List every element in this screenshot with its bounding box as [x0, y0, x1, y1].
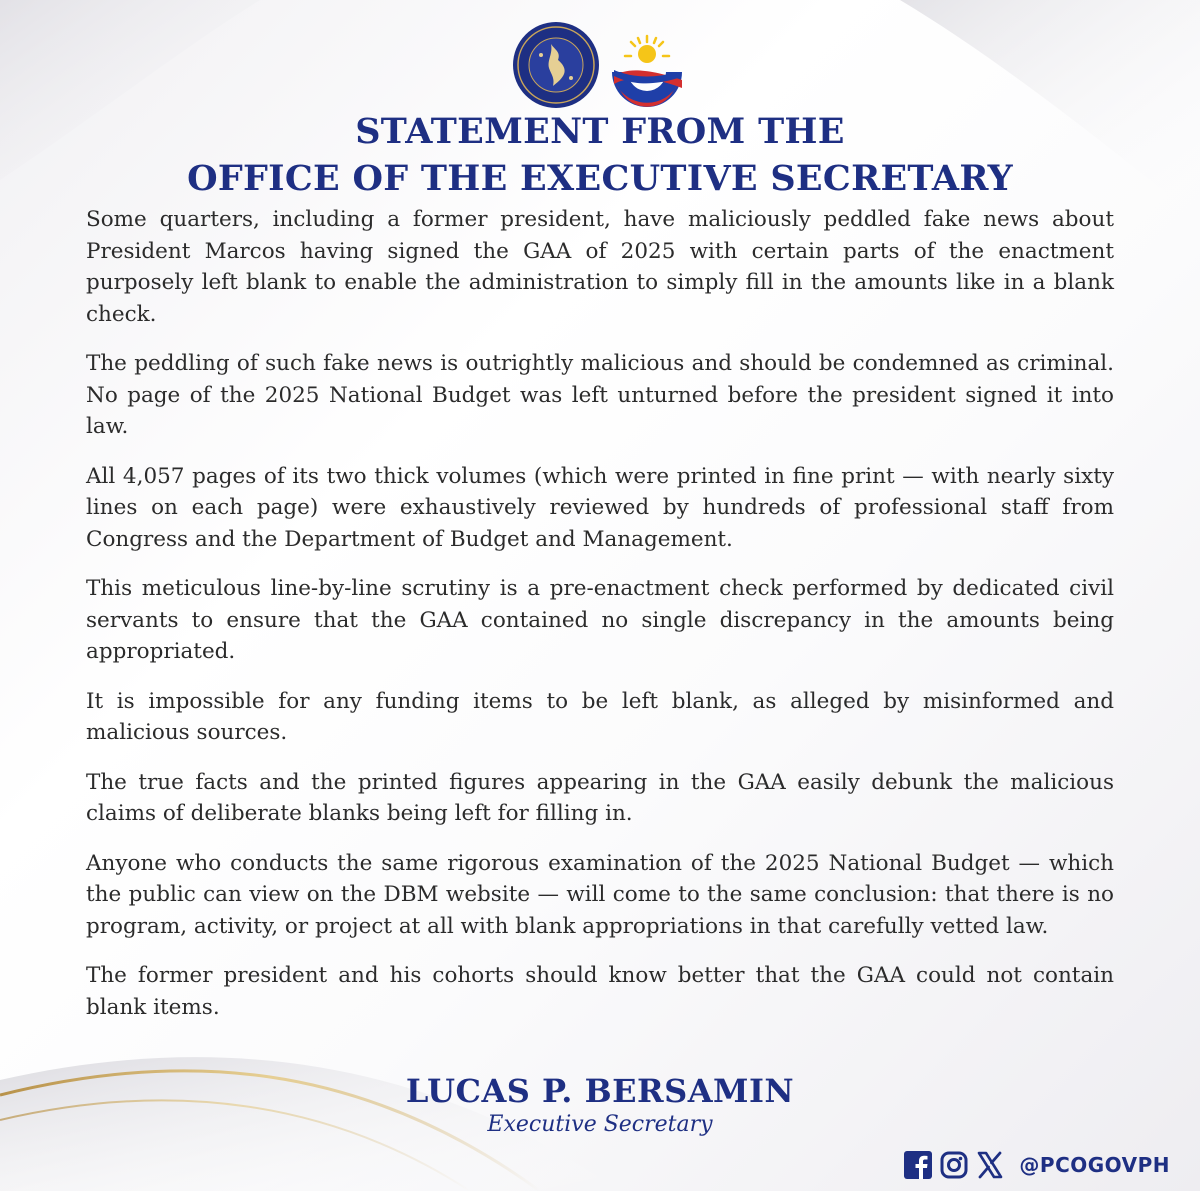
signatory-name: LUCAS P. BERSAMIN: [405, 1072, 795, 1110]
logo-row: [0, 20, 1200, 110]
paragraph-6: The true facts and the printed figures appearing in the GAA easily debunk the malicious claims of deliberate blanks being left for filling in.: [86, 769, 1114, 826]
title-line-2: OFFICE OF THE EXECUTIVE SECRETARY: [187, 158, 1013, 199]
paragraph-8: The former president and his cohorts should know better that the GAA could not contain blank items.: [86, 963, 1114, 1020]
bagong-pilipinas-logo: [606, 32, 688, 110]
paragraph-5: It is impossible for any funding items to be left blank, as alleged by misinformed and malicious sources.: [86, 688, 1114, 745]
paragraph-4: This meticulous line-by-line scrutiny is a pre-enactment check performed by dedicated civil servants to ensure that the GAA contained no single discrepancy in the amounts being appropriated.: [86, 576, 1114, 664]
statement-title: [0, 108, 1200, 202]
x-icon[interactable]: [975, 1150, 1005, 1180]
instagram-icon[interactable]: [939, 1150, 969, 1180]
signature-block: [0, 1072, 1200, 1140]
social-handle[interactable]: @PCOGOVPH: [1019, 1153, 1170, 1177]
paragraph-3: All 4,057 pages of its two thick volumes (which were printed in fine print — with nearly sixty lines on each page) were exhaustively reviewed by hundreds of professional staff from Congress and the Department of Budget and Management.: [86, 463, 1114, 552]
pco-seal-logo: [511, 20, 601, 110]
statement-body: [86, 204, 1114, 1041]
social-footer: [903, 1148, 1170, 1182]
paragraph-7: Anyone who conducts the same rigorous examination of the 2025 National Budget — which the public can view on the DBM website — will come to the same conclusion: that there is no program, activity, or project at all with blank appropriations in that carefully vetted law.: [86, 850, 1114, 939]
paragraph-2: The peddling of such fake news is outrightly malicious and should be condemned as criminal. No page of the 2025 National Budget was left unturned before the president signed it into law.: [86, 351, 1114, 439]
signatory-title: Executive Secretary: [487, 1112, 713, 1137]
facebook-icon[interactable]: [903, 1150, 933, 1180]
paragraph-1: Some quarters, including a former president, have maliciously peddled fake news about President Marcos having signed the GAA of 2025 with certain parts of the enactment purposely left blank to enable the administration to simply fill in the amounts like in a blank check.: [86, 207, 1114, 327]
title-line-1: STATEMENT FROM THE: [355, 111, 845, 152]
